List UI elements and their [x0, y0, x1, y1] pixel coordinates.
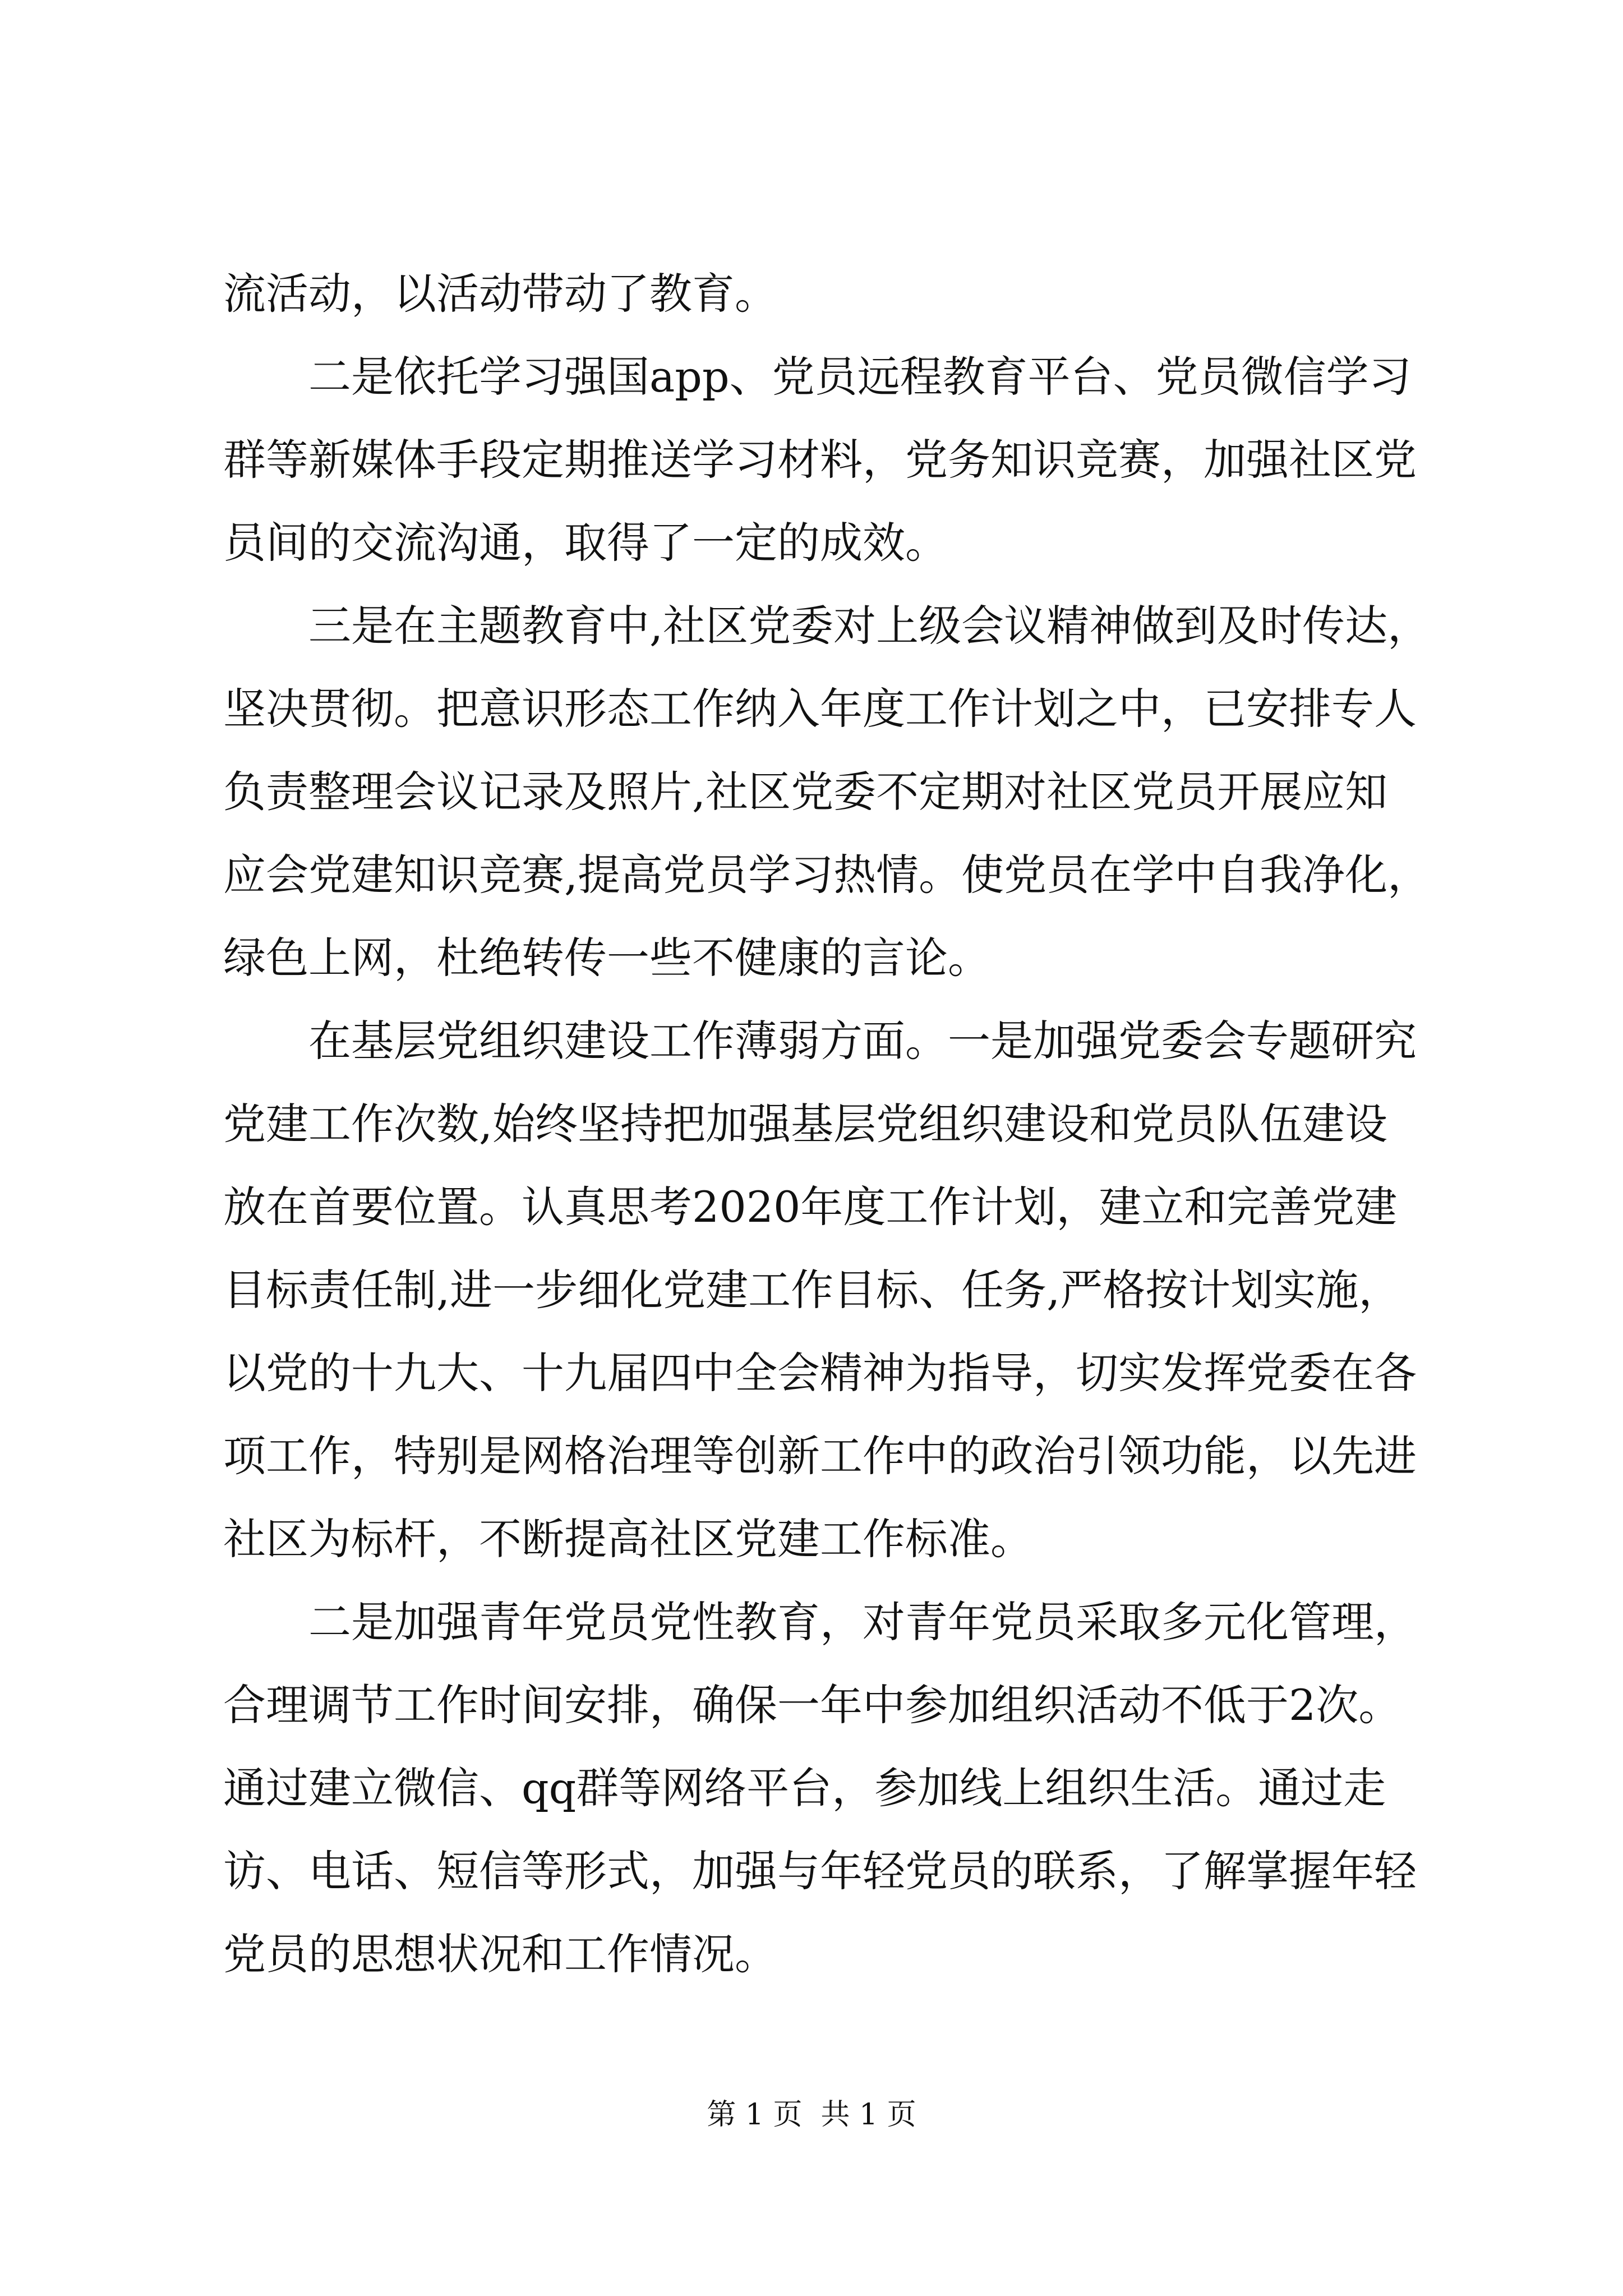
- text-line: 在基层党组织建设工作薄弱方面。一是加强党委会专题研究: [223, 1016, 1417, 1066]
- text-line: 绿色上网，杜绝转传一些不健康的言论。: [223, 933, 990, 983]
- text-line: 通过建立微信、qq群等网络平台，参加线上组织生活。通过走: [223, 1763, 1386, 1813]
- text-line: 员间的交流沟通，取得了一定的成效。: [223, 518, 948, 568]
- text-line: 项工作，特别是网格治理等创新工作中的政治引领功能，以先进: [223, 1431, 1417, 1481]
- text-line: 负责整理会议记录及照片,社区党委不定期对社区党员开展应知: [223, 767, 1388, 817]
- text-line: 三是在主题教育中,社区党委对上级会议精神做到及时传达，: [223, 601, 1431, 651]
- text-line: 二是依托学习强国app、党员远程教育平台、党员微信学习: [223, 352, 1412, 402]
- text-line: 党建工作次数,始终坚持把加强基层党组织建设和党员队伍建设: [223, 1099, 1388, 1149]
- text-line: 社区为标杆，不断提高社区党建工作标准。: [223, 1514, 1033, 1564]
- text-line: 以党的十九大、十九届四中全会精神为指导，切实发挥党委在各: [223, 1348, 1417, 1398]
- text-line: 访、电话、短信等形式，加强与年轻党员的联系，了解掌握年轻: [223, 1846, 1417, 1896]
- body-text: [223, 252, 1431, 1996]
- text-line: 二是加强青年党员党性教育，对青年党员采取多元化管理，: [223, 1597, 1417, 1647]
- text-line: 合理调节工作时间安排，确保一年中参加组织活动不低于2次。: [223, 1680, 1401, 1730]
- text-line: 坚决贯彻。把意识形态工作纳入年度工作计划之中，已安排专人: [223, 684, 1417, 734]
- text-line: 目标责任制,进一步细化党建工作目标、任务,严格按计划实施，: [223, 1265, 1401, 1315]
- text-line: 放在首要位置。认真思考2020年度工作计划，建立和完善党建: [223, 1182, 1398, 1232]
- text-line: 群等新媒体手段定期推送学习材料，党务知识竞赛，加强社区党: [223, 435, 1417, 485]
- text-line: 党员的思想状况和工作情况。: [223, 1929, 777, 1979]
- text-line: 应会党建知识竞赛,提高党员学习热情。使党员在学中自我净化，: [223, 850, 1431, 900]
- text-line: 流活动，以活动带动了教育。: [223, 269, 777, 319]
- page-footer: 第 1 页 共 1 页: [707, 2098, 916, 2132]
